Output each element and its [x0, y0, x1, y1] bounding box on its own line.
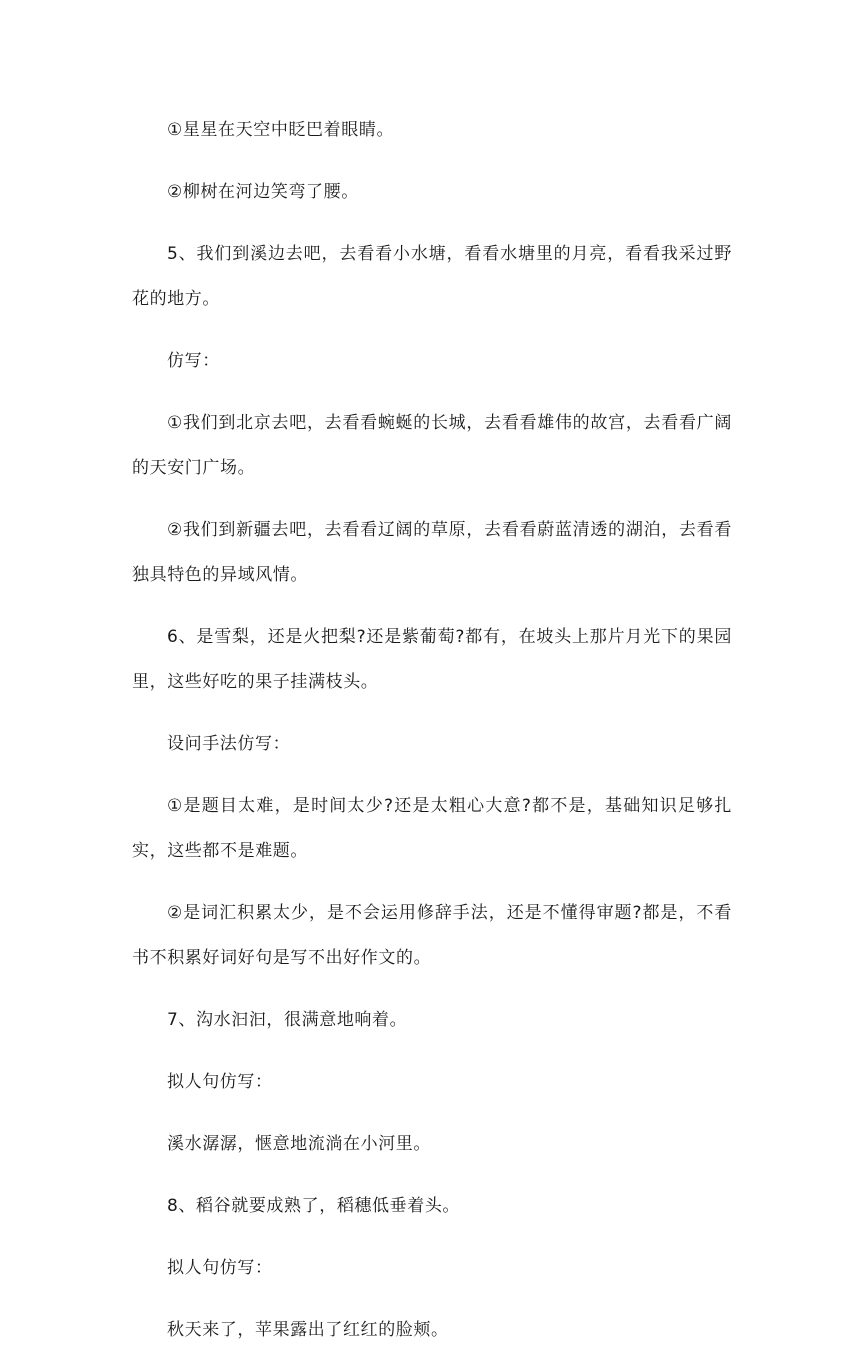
paragraph-item-7: 7、沟水汩汩，很满意地响着。	[167, 1010, 408, 1030]
paragraph-example-4-2: ②柳树在河边笑弯了腰。	[167, 182, 359, 202]
paragraph-item-6: 6、是雪梨，还是火把梨?还是紫葡萄?都有，在坡头上那片月光下的果园里，这些好吃的果子挂满枝头。	[132, 627, 732, 692]
paragraph-example-6-2: ②是词汇积累太少，是不会运用修辞手法，还是不懂得审题?都是，不看书不积累好词好句是写不出好作文的。	[132, 903, 732, 968]
paragraph-example-6-1: ①是题目太难，是时间太少?还是太粗心大意?都不是，基础知识足够扎实，这些都不是难题。	[132, 796, 732, 861]
paragraph-example-5-2: ②我们到新疆去吧，去看看辽阔的草原，去看看蔚蓝清透的湖泊，去看看独具特色的异域风情。	[132, 520, 732, 585]
paragraph-imitation-label-8: 拟人句仿写：	[167, 1258, 273, 1278]
paragraph-imitation-label-5: 仿写：	[167, 351, 220, 371]
paragraph-example-4-1: ①星星在天空中眨巴着眼睛。	[167, 120, 395, 140]
document-body	[132, 108, 732, 1370]
paragraph-example-7: 溪水潺潺，惬意地流淌在小河里。	[167, 1134, 431, 1154]
paragraph-item-8: 8、稻谷就要成熟了，稻穗低垂着头。	[167, 1196, 461, 1216]
paragraph-example-5-1: ①我们到北京去吧，去看看蜿蜒的长城，去看看雄伟的故宫，去看看广阔的天安门广场。	[132, 413, 732, 478]
paragraph-item-5: 5、我们到溪边去吧，去看看小水塘，看看水塘里的月亮，看看我采过野花的地方。	[132, 244, 732, 309]
paragraph-imitation-label-6: 设问手法仿写：	[167, 734, 291, 754]
paragraph-example-8: 秋天来了，苹果露出了红红的脸颊。	[167, 1320, 449, 1340]
paragraph-imitation-label-7: 拟人句仿写：	[167, 1072, 273, 1092]
